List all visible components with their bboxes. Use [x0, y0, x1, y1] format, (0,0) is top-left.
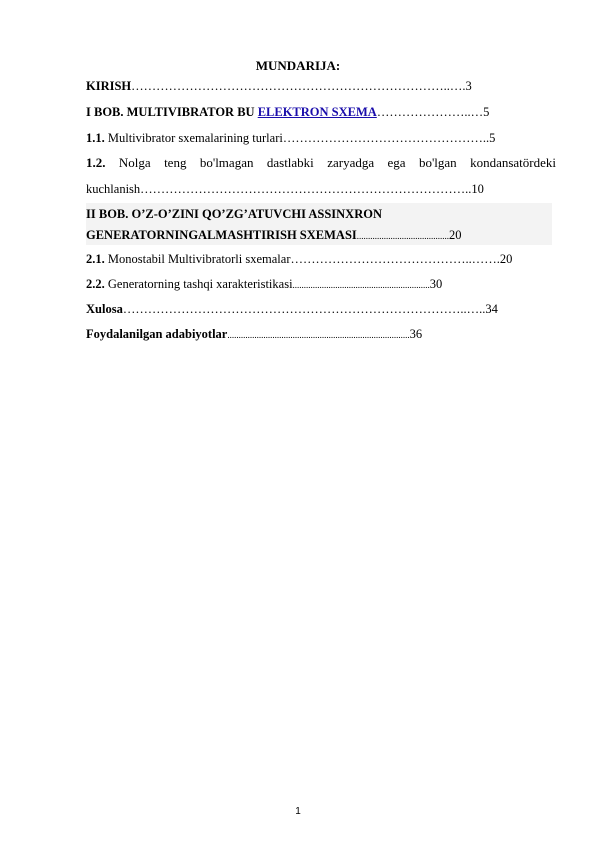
toc-entry-label: Multivibrator sxemalarining turlari — [104, 131, 283, 145]
toc-entry-label: II BOB. O’Z-O’ZINI QO’ZG’ATUVCHI ASSINXRON — [86, 207, 382, 221]
toc-entry-label: Xulosa — [86, 302, 123, 316]
page-number: 1 — [295, 806, 301, 817]
toc-leader-dots: …………………..… — [376, 105, 484, 119]
toc-entry-number: 1.2. — [86, 155, 106, 170]
toc-entry-chapter-1[interactable] — [86, 104, 489, 120]
toc-entry-2-1[interactable] — [86, 251, 512, 267]
toc-entry-chapter-2[interactable] — [86, 203, 552, 225]
toc-page-number: 10 — [471, 182, 484, 196]
toc-leader-dots: …………………………………………………………………..…. — [131, 79, 466, 93]
toc-leader-dots: ………………………………………………………………………..….. — [122, 302, 486, 316]
toc-entry-chapter-2-continued[interactable] — [86, 225, 552, 245]
toc-page-number: 5 — [483, 105, 490, 119]
toc-leader-dots: ……………………………………..……. — [290, 252, 500, 266]
toc-leader-dots: …………………………………………………………………….. — [140, 182, 472, 196]
elektron-sxema-link[interactable]: ELEKTRON SXEMA — [257, 105, 377, 119]
toc-entry-number: 2.1. — [86, 252, 105, 266]
toc-entry-number: 2.2. — [86, 277, 105, 291]
toc-page-number: 5 — [489, 131, 496, 145]
toc-title: MUNDARIJA: — [255, 58, 341, 73]
toc-entry-label: Monostabil Multivibratorli sxemalar — [104, 252, 291, 266]
toc-entry-1-2[interactable] — [86, 155, 556, 171]
toc-entry-1-2-continued[interactable] — [86, 181, 484, 197]
toc-entry-label: GENERATORNINGALMASHTIRISH SXEMASI — [86, 228, 357, 242]
toc-page-number: 20 — [499, 252, 513, 266]
toc-entry-references[interactable] — [86, 326, 422, 343]
toc-entry-kirish[interactable] — [86, 78, 472, 94]
toc-page-number: 30 — [429, 277, 443, 291]
toc-entry-label: Generatorning tashqi xarakteristikasi — [104, 277, 293, 291]
toc-leader-dots: ................................................................................. — [227, 330, 410, 340]
toc-page-number: 36 — [409, 327, 423, 341]
toc-leader-dots: ………………………………………….. — [282, 131, 490, 145]
toc-entry-label: KIRISH — [86, 79, 132, 93]
toc-page-number: 3 — [465, 79, 472, 93]
toc-entry-number: 1.1. — [86, 131, 105, 145]
toc-entry-label: kuchlanish — [86, 182, 141, 196]
toc-entry-label: Nolga teng bo'lmagan dastlabki zaryadga ega bo'lgan kondansatördeki — [105, 155, 556, 170]
toc-leader-dots: ............................................................. — [292, 280, 430, 290]
toc-entry-2-2[interactable] — [86, 276, 442, 293]
toc-page-number: 34 — [485, 302, 498, 316]
toc-page-number: 20 — [449, 228, 462, 242]
toc-entry-label: Foydalanilgan adabiyotlar — [86, 327, 228, 341]
toc-entry-1-1[interactable] — [86, 130, 495, 146]
toc-entry-xulosa[interactable] — [86, 301, 498, 317]
toc-leader-dots: ......................................... — [356, 231, 450, 241]
toc-entry-label: I BOB. MULTIVIBRATOR BU — [86, 105, 258, 119]
